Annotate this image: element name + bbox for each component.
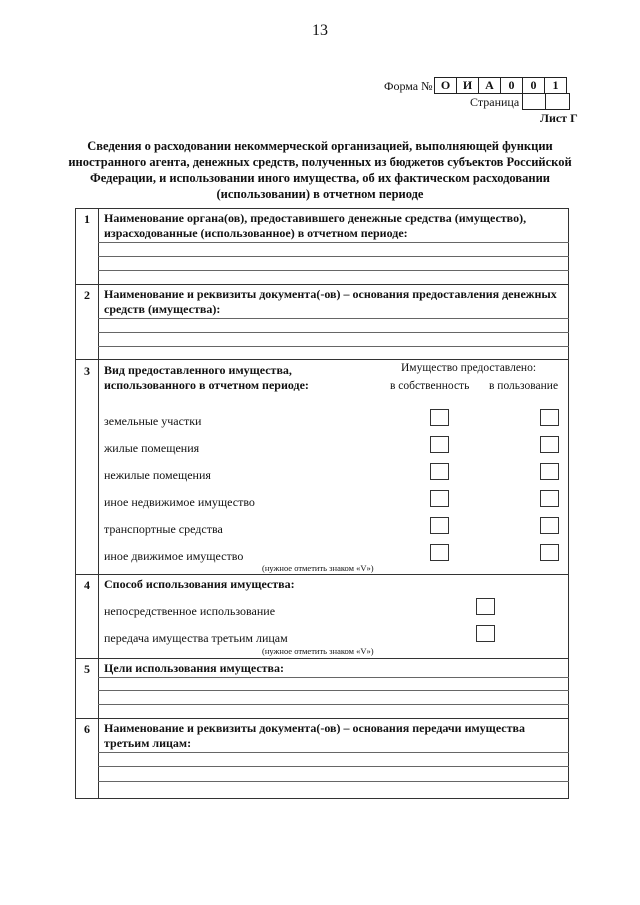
property-type-label: иное движимое имущество [104, 549, 244, 563]
entry-line[interactable] [98, 781, 569, 782]
section-2-number: 2 [84, 288, 90, 302]
entry-line[interactable] [98, 256, 569, 257]
entry-line[interactable] [98, 318, 569, 319]
page-number-field[interactable] [522, 93, 570, 110]
use-checkbox[interactable] [540, 463, 559, 480]
usage-method-label: передача имущества третьим лицам [104, 631, 288, 645]
property-type-label: транспортные средства [104, 522, 223, 536]
column-owned-label: в собственность [390, 380, 470, 392]
page-label: Страница [470, 95, 520, 109]
section-2-heading: Наименование и реквизиты документа(-ов) – основания предоставления денежных средств (имущества): [104, 287, 557, 316]
section-divider [75, 284, 569, 285]
ownership-checkbox[interactable] [430, 517, 449, 534]
section-5-heading: Цели использования имущества: [104, 661, 285, 675]
ownership-checkbox[interactable] [430, 463, 449, 480]
form-code-cell: А [478, 77, 501, 94]
form-code-cell: 0 [500, 77, 523, 94]
ownership-checkbox[interactable] [430, 490, 449, 507]
document-title: Сведения о расходовании некоммерческой организацией, выполняющей функции иностранного агента, денежных средств, полученных из бюджетов субъектов Российской Федерации, и использовании иного имущества, об их фактическом расходовании (использовании) в отчетном периоде [68, 139, 572, 201]
property-type-label: жилые помещения [104, 441, 200, 455]
form-code-cell: О [434, 77, 457, 94]
section-3-heading: Вид предоставленного имущества, использованного в отчетном периоде: [104, 363, 309, 392]
entry-line[interactable] [98, 270, 569, 271]
property-provided-label: Имущество предоставлено: [401, 362, 537, 374]
section-4-number: 4 [84, 578, 90, 592]
form-code-cell: 0 [522, 77, 545, 94]
entry-line[interactable] [98, 766, 569, 767]
use-checkbox[interactable] [540, 436, 559, 453]
section-3-number: 3 [84, 364, 90, 378]
form-number-label: Форма № [384, 79, 433, 93]
entry-line[interactable] [98, 690, 569, 691]
mark-instruction-note: (нужное отметить знаком «V») [262, 563, 374, 573]
entry-line[interactable] [98, 677, 569, 678]
usage-method-label: непосредственное использование [104, 604, 276, 618]
form-code-cell: 1 [544, 77, 567, 94]
section-4-heading: Способ использования имущества: [104, 577, 295, 591]
usage-method-checkbox[interactable] [476, 598, 495, 615]
section-1-number: 1 [84, 212, 90, 226]
property-type-label: нежилые помещения [104, 468, 211, 482]
ownership-checkbox[interactable] [430, 409, 449, 426]
use-checkbox[interactable] [540, 490, 559, 507]
ownership-checkbox[interactable] [430, 544, 449, 561]
section-1-heading: Наименование органа(ов), предоставившего денежные средства (имущество), израсходованные (использованное) в отчетном периоде: [104, 211, 527, 240]
use-checkbox[interactable] [540, 409, 559, 426]
entry-line[interactable] [98, 704, 569, 705]
use-checkbox[interactable] [540, 544, 559, 561]
ownership-checkbox[interactable] [430, 436, 449, 453]
property-type-label: иное недвижимое имущество [104, 495, 255, 509]
section-5-number: 5 [84, 662, 90, 676]
sheet-label: Лист Г [540, 111, 578, 125]
section-divider [75, 718, 569, 719]
number-column-divider [98, 208, 99, 799]
section-divider [75, 574, 569, 575]
property-type-label: земельные участки [104, 414, 202, 428]
column-use-label: в пользование [489, 380, 559, 392]
form-code-cell: И [456, 77, 479, 94]
entry-line[interactable] [98, 332, 569, 333]
use-checkbox[interactable] [540, 517, 559, 534]
entry-line[interactable] [98, 242, 569, 243]
mark-instruction-note: (нужное отметить знаком «V») [262, 646, 374, 656]
form-code [435, 77, 567, 94]
section-divider [75, 359, 569, 360]
section-6-number: 6 [84, 722, 90, 736]
entry-line[interactable] [98, 346, 569, 347]
section-divider [75, 658, 569, 659]
entry-line[interactable] [98, 752, 569, 753]
section-6-heading: Наименование и реквизиты документа(-ов) – основания передачи имущества третьим лицам: [104, 721, 525, 750]
page-number: 13 [312, 22, 328, 39]
usage-method-checkbox[interactable] [476, 625, 495, 642]
